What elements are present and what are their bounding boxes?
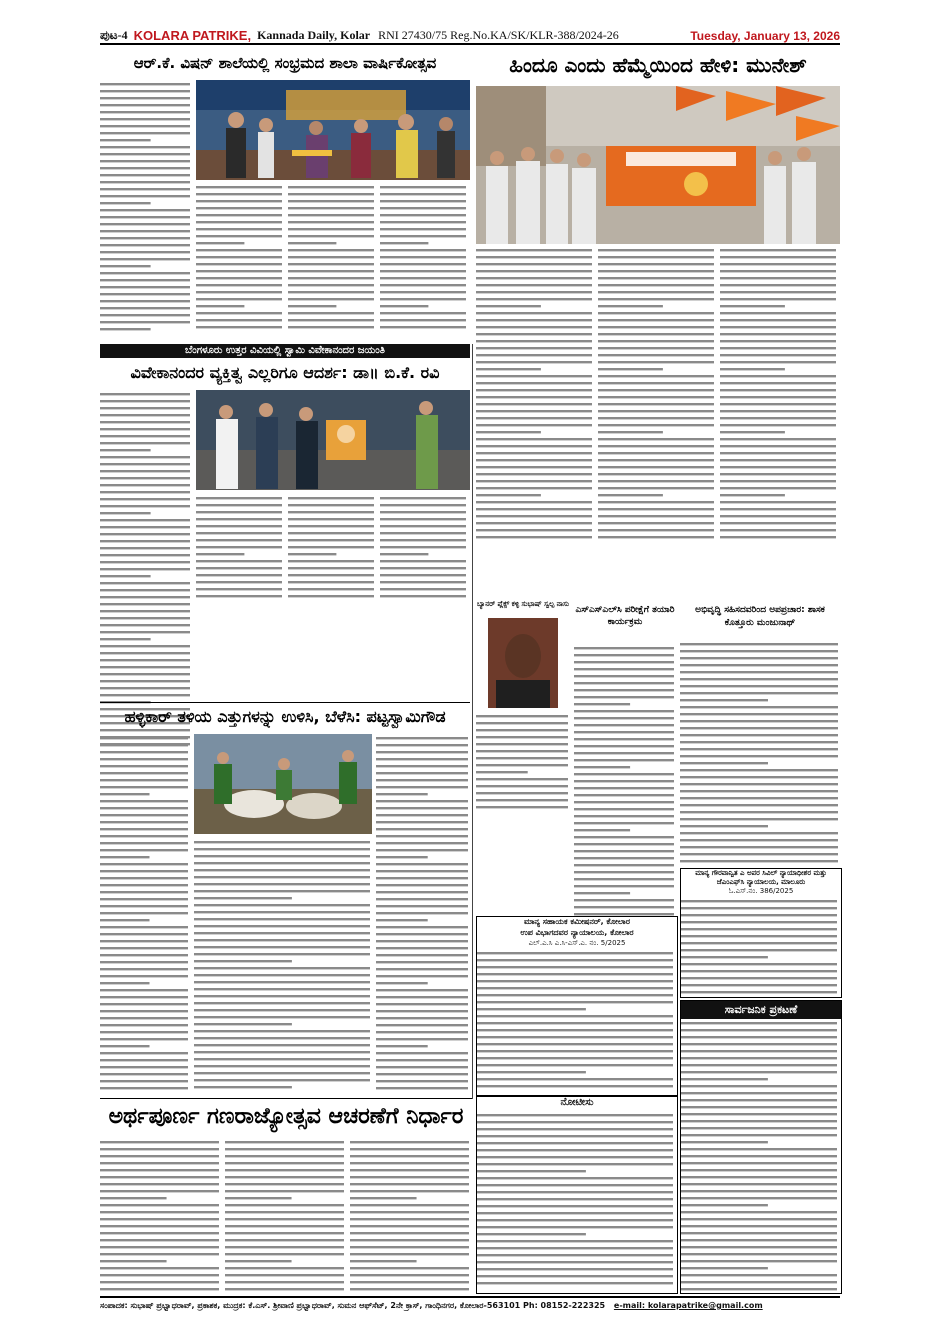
article-hallikar-col3	[376, 734, 470, 1094]
article-hindu-body	[476, 246, 840, 542]
court-2-title: ಮಾನ್ಯ ಗೌರವಾನ್ವಿತ ಎ ಅಪರ ಸಿವಿಲ್ ನ್ಯಾಯಾಧೀಶರ ಮತ್ತು ಜೆಎಂಎಫ್‌ಸಿ ನ್ಯಾಯಾಲಯ, ಮಾಲೂರು	[695, 869, 827, 886]
headline-hindu: ಹಿಂದೂ ಎಂದು ಹೆಮ್ಮೆಯಿಂದ ಹೇಳಿ: ಮುನೇಶ್	[509, 53, 807, 77]
ad-portrait	[476, 618, 570, 708]
headline-sslc: ಎಸ್ಎಸ್‌ಎಲ್‌ಸಿ ಪರೀಕ್ಷೆಗೆ ತಯಾರಿ ಕಾರ್ಯಕ್ರಮ	[575, 605, 675, 627]
text-lines	[100, 734, 190, 1094]
masthead	[100, 27, 840, 45]
article-vivekananda-body	[196, 494, 470, 598]
headline-vivekananda: ವಿವೇಕಾನಂದರ ವ್ಯಕ್ತಿತ್ವ ಎಲ್ಲರಿಗೂ ಆದರ್ಶ: ಡಾ॥ ಬಿ.ಕೆ. ರವಿ	[130, 363, 440, 382]
text-lines	[476, 712, 570, 812]
text-lines	[196, 183, 470, 335]
ad-box	[476, 600, 570, 810]
photo-hindu-rally	[476, 86, 840, 244]
footer-imprint	[100, 1296, 840, 1311]
notice-title: ನೋಟೀಸು	[560, 1097, 594, 1108]
registration-number: RNI 27430/75 Reg.No.KA/SK/KLR-388/2024-26	[378, 28, 619, 42]
imprint-text: ಸಂಪಾದಕ: ಸುಭಾಷ್ ಪ್ರಭ್ವಾಧರಾವ್, ಪ್ರಕಾಶಕ, ಮುದ್ರಕ: ಕೆ.ಎಸ್. ಶ್ರೀವಾಣಿ ಪ್ರಭ್ವಾಧರಾವ್, ಸುಮನ ಆಫ್‌ಸೆಟ್, 2ನೇ ಕ್ರಾಸ್, ಗಾಂಧಿನಗರ, ಕೋಲಾರ-563101 Ph: 08152-222325	[100, 1301, 606, 1310]
article-hallikar-body	[194, 838, 372, 1094]
notice-box	[476, 1096, 678, 1294]
section-rule	[100, 702, 470, 703]
article-vivekananda-col1	[100, 390, 192, 750]
text-lines	[100, 1138, 472, 1292]
text-lines	[477, 1111, 675, 1287]
headline-ganarajyotsava: ಅರ್ಥಪೂರ್ಣ ಗಣರಾಜ್ಯೋತ್ಸವ ಆಚರಣೆಗೆ ನಿರ್ಧಾರ	[108, 1104, 464, 1129]
text-lines	[376, 734, 470, 1094]
notice-court-1	[476, 916, 678, 1096]
text-lines	[196, 494, 470, 598]
text-lines	[681, 1019, 839, 1291]
article-rk-vision-body	[196, 183, 470, 335]
article-ganarajyotsava-body	[100, 1138, 472, 1292]
article-sslc-body	[574, 644, 676, 916]
text-lines	[477, 949, 675, 1089]
headline-abhivruddhi: ಅಭಿವೃದ್ಧಿ ಸಹಿಸದವರಿಂದ ಅಪಪ್ರಚಾರ: ಶಾಸಕ ಕೊತ್ತೂರು ಮಂಜುನಾಥ್	[695, 605, 825, 628]
article-hallikar-col1	[100, 734, 190, 1094]
public-notice-title: ಸಾರ್ವಜನಿಕ ಪ್ರಕಟಣೆ	[681, 1001, 841, 1019]
court-1-subtitle: ಉಪ ವಿಭಾಗದವರ ನ್ಯಾಯಾಲಯ, ಕೋಲಾರ	[520, 928, 634, 937]
article-rk-vision-col1	[100, 80, 192, 334]
contact-email: e-mail: kolarapatrike@gmail.com	[613, 1301, 763, 1310]
column-divider	[472, 344, 473, 1099]
issue-date: Tuesday, January 13, 2026	[690, 29, 840, 43]
headline-rk-vision: ಆರ್.ಕೆ. ವಿಷನ್ ಶಾಲೆಯಲ್ಲಿ ಸಂಭ್ರಮದ ಶಾಲಾ ವಾರ್ಷಿಕೋತ್ಸವ	[133, 54, 437, 72]
court-1-title: ಮಾನ್ಯ ಸಹಾಯಕ ಕಮೀಷನರ್, ಕೋಲಾರ	[524, 917, 630, 926]
paper-subtitle: Kannada Daily, Kolar	[257, 28, 371, 42]
photo-rk-vision-anniversary	[196, 80, 470, 180]
headline-hallikar: ಹಳ್ಳಿಕಾರ್ ತಳಿಯ ಎತ್ತುಗಳನ್ನು ಉಳಿಸಿ, ಬೆಳೆಸಿ: ಪಟ್ಟಸ್ವಾಮಿಗೌಡ	[124, 707, 446, 726]
notice-court-2	[680, 868, 842, 998]
court-2-case-number: ಓ.ಎಸ್.ನಂ. 386/2025	[728, 887, 794, 895]
text-lines	[680, 640, 840, 864]
page-number: ಪುಟ-4	[100, 28, 128, 42]
text-lines	[681, 897, 839, 995]
text-lines	[476, 246, 840, 542]
text-lines	[194, 838, 372, 1094]
text-lines	[100, 390, 192, 750]
text-lines	[100, 80, 192, 334]
text-lines	[574, 644, 676, 916]
article-abhivruddhi-body	[680, 640, 840, 864]
court-1-case-number: ಎಲ್.ಎ.ಸಿ ಎ.ಸಿ-ಎಸ್.ಎ. ನಂ. 5/2025	[528, 939, 626, 947]
section-rule	[100, 1098, 472, 1099]
photo-hallikar-bulls	[194, 734, 372, 834]
ad-caption: ಬ್ಯಾನರ್ ಪ್ಲೆಕ್ಸ್ ಕಳ್ಳಿ ಸುಭಾಷ್ ಸ್ವಲ್ಪ ನಾಸು	[477, 600, 569, 608]
public-notice	[680, 1000, 842, 1294]
paper-name: KOLARA PATRIKE,	[133, 28, 252, 43]
kicker-vivekananda: ಬೆಂಗಳೂರು ಉತ್ತರ ವಿವಿಯಲ್ಲಿ ಸ್ವಾಮಿ ವಿವೇಕಾನಂದರ ಜಯಂತಿ	[100, 344, 470, 358]
photo-vivekananda-jayanti	[196, 390, 470, 490]
